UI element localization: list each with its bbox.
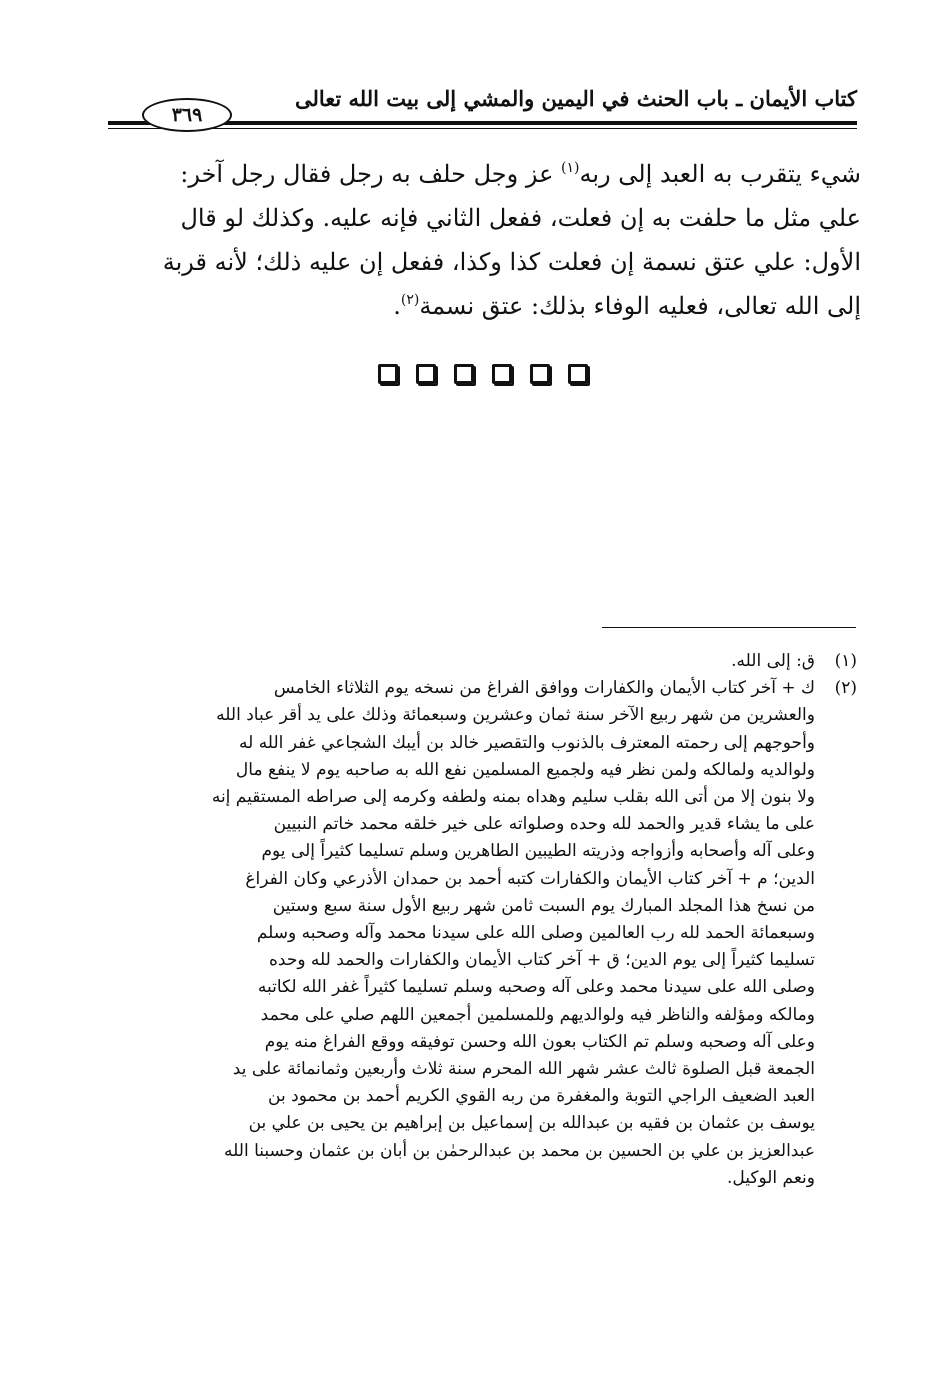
footnote-1 [77, 648, 857, 675]
footnote-line: ونعم الوكيل. [726, 1167, 815, 1188]
main-text-line [180, 152, 861, 196]
footnote-body [77, 648, 815, 675]
main-text-line [393, 284, 861, 328]
text-segment: إلى الله تعالى، فعليه الوفاء بذلك: عتق نسمة [419, 292, 861, 320]
footnote-line: ق: إلى الله. [731, 651, 815, 671]
footnote-line: وعلى آله وأصحابه وأزواجه وذريته الطيبين الطاهرين وسلم تسليما كثيراً إلى يوم [261, 841, 815, 862]
footnote-line: ك + آخر كتاب الأيمان والكفارات ووافق الفراغ من نسخه يوم الثلاثاء الخامس [273, 678, 815, 699]
main-text-line [163, 240, 861, 284]
footnote-line: تسليما كثيراً إلى يوم الدين؛ ق + آخر كتاب الأيمان والكفارات والحمد لله وحده [268, 950, 815, 971]
footnote-line: وسبعمائة الحمد لله رب العالمين وصلى الله على سيدنا محمد وآله وصحبه وسلم [256, 923, 815, 944]
page-number-badge: ٣٦٩ [142, 98, 232, 132]
text-segment: عز وجل حلف به رجل فقال رجل آخر: [180, 160, 562, 188]
footnote-body [77, 675, 815, 1192]
footnote-line: ولا بنون إلا من أتى الله بقلب سليم وهداه بمنه ولطفه وكرمه إلى صراطه المستقيم إنه [211, 787, 815, 808]
footnote-line: وأحوجهم إلى رحمته المعترف بالذنوب والتقصير خالد بن أيبك الشجاعي غفر الله له [239, 732, 815, 753]
section-divider [378, 364, 588, 384]
footnote-number: (٢) [834, 678, 857, 699]
text-segment: علي مثل ما حلفت به إن فعلت، ففعل الثاني فإنه عليه. وكذلك لو قال [180, 204, 861, 232]
footnote-line: ومالكه ومؤلفه والناظر فيه ولوالديهم وللمسلمين أجمعين اللهم صلي على محمد [260, 1004, 815, 1025]
footnote-line: وعلى آله وصحبه وسلم تم الكتاب بعون الله وحسن توفيقه ووقع الفراغ منه يوم [264, 1031, 815, 1052]
footnote-line: الدين؛ م + آخر كتاب الأيمان والكفارات كتبه أحمد بن حمدان الأذرعي وكان الفراغ [245, 868, 815, 889]
footnote-line: ولوالديه ولمالكه ولمن نظر فيه ولجميع المسلمين نفع الله به صاحبه يوم لا ينفع مال [235, 759, 815, 780]
running-title: كتاب الأيمان ـ باب الحنث في اليمين والمشي إلى بيت الله تعالى [294, 86, 857, 111]
square-ornament-icon [416, 364, 436, 384]
footnote-line: عبدالعزيز بن علي بن الحسين بن محمد بن عبدالرحمٰن بن أبان بن عثمان وحسبنا الله [224, 1140, 815, 1161]
main-text-line [180, 196, 861, 240]
header-rule-thin [108, 128, 857, 129]
footnote-line: العبد الضعيف الراجي التوبة والمغفرة من ربه القوي الكريم أحمد بن محمود بن [268, 1086, 815, 1107]
main-text [75, 152, 861, 328]
square-ornament-icon [530, 364, 550, 384]
text-segment: . [393, 292, 401, 320]
text-segment: الأول: علي عتق نسمة إن فعلت كذا وكذا، ففعل إن عليه ذلك؛ لأنه قربة [162, 248, 861, 276]
footnote-line: والعشرين من شهر ربيع الآخر سنة ثمان وعشرين وسبعمائة وذلك على يد أقر عباد الله [216, 705, 815, 726]
square-ornament-icon [378, 364, 398, 384]
footnotes [77, 648, 857, 1192]
square-ornament-icon [492, 364, 512, 384]
footnote-2 [77, 675, 857, 1192]
footnote-separator [602, 627, 856, 628]
footnote-ref-2[interactable]: (٢) [400, 292, 420, 308]
square-ornament-icon [454, 364, 474, 384]
footnote-ref-1[interactable]: (١) [561, 160, 580, 176]
footnote-line: يوسف بن عثمان بن فقيه بن عبدالله بن إسماعيل بن إبراهيم بن يحيى بن علي بن [248, 1113, 815, 1134]
footnote-line: على ما يشاء قدير والحمد لله وحده وصلواته على خير خلقه محمد خاتم النبيين [273, 814, 815, 835]
footnote-line: وصلى الله على سيدنا محمد وعلى آله وصحبه وسلم تسليما كثيراً غفر الله لكاتبه [257, 977, 815, 998]
footnote-number: (١) [834, 651, 857, 671]
square-ornament-icon [568, 364, 588, 384]
text-segment: شيء يتقرب به العبد إلى ربه [579, 160, 861, 188]
footnote-line: من نسخ هذا المجلد المبارك يوم السبت ثامن شهر ربيع الأول سنة سبع وستين [272, 895, 815, 916]
footnote-line: الجمعة قبل الصلوة ثالث عشر شهر الله المحرم سنة ثلاث وأربعين وثمانمائة على يد [232, 1059, 815, 1080]
